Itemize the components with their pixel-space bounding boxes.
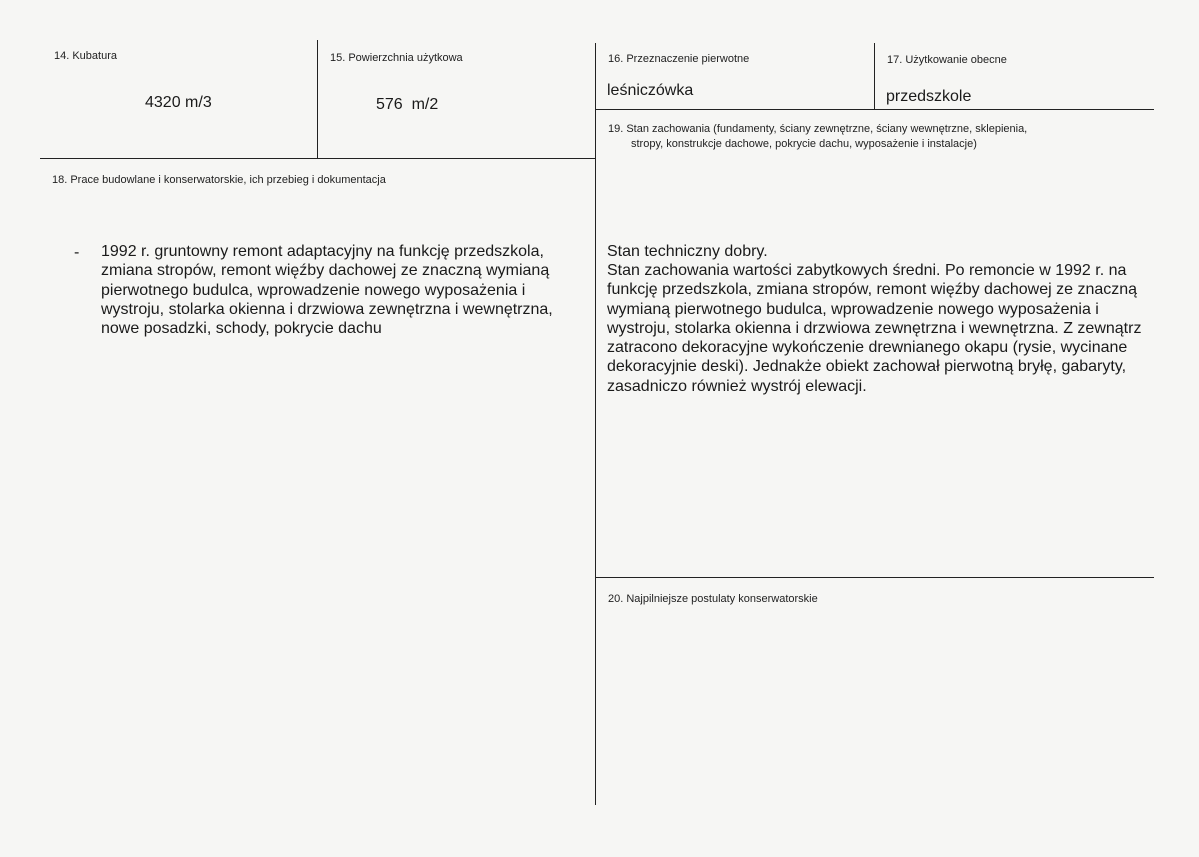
stan-zachowania-text-intro: Stan techniczny dobry.: [607, 243, 768, 260]
prace-budowlane-text: 1992 r. gruntowny remont adaptacyjny na funkcję przedszkola, zmiana stropów, remont więźby dachowej ze znaczną wymianą pierwotnego budulca, wprowadzenie nowego wyposażenia i wystroju, stolarka okienna i drzwiowa zewnętrzna i wewnętrzna, nowe posadzki, schody, pokrycie dachu: [101, 243, 553, 338]
uzytkowanie-obecne-value: przedszkole: [886, 88, 972, 105]
prace-budowlane-label: 18. Prace budowlane i konserwatorskie, ich przebieg i dokumentacja: [52, 174, 386, 186]
przeznaczenie-pierwotne-value: leśniczówka: [607, 82, 694, 99]
stan-zachowania-text: Stan zachowania wartości zabytkowych średni. Po remoncie w 1992 r. na funkcję przedszkola, zmiana stropów, remont więźby dachowej ze znaczną wymianą pierwotnego budulca, wprowadzenie nowego wyposażenia i wystroju, stolarka okienna i drzwiowa zewnętrzna i wewnętrzna. Z zewnątrz zatracono dekoracyjne wykończenie drewnianego okapu (rysie, wycinane dekoracyjnie deski). Jednakże obiekt zachował pierwotną bryłę, gabaryty, zasadniczo również wystrój elewacji.: [607, 262, 1142, 395]
uzytkowanie-obecne-label: 17. Użytkowanie obecne: [887, 54, 1007, 66]
stan-zachowania-label-line1: 19. Stan zachowania (fundamenty, ściany zewnętrzne, ściany wewnętrzne, sklepienia,: [608, 123, 1028, 135]
divider-f19-f20: [595, 577, 1154, 578]
powierzchnia-value: 576 m/2: [376, 96, 439, 113]
stan-zachowania-label-line2: stropy, konstrukcje dachowe, pokrycie dachu, wyposażenie i instalacje): [631, 138, 977, 150]
przeznaczenie-pierwotne-label: 16. Przeznaczenie pierwotne: [608, 53, 750, 65]
divider-top-left: [40, 158, 596, 159]
divider-f14-f15: [317, 40, 318, 159]
powierzchnia-label: 15. Powierzchnia użytkowa: [330, 52, 463, 64]
divider-top-right: [595, 109, 1154, 110]
postulaty-label: 20. Najpilniejsze postulaty konserwatorskie: [608, 593, 818, 605]
prace-budowlane-bullet: -: [74, 244, 80, 261]
kubatura-label: 14. Kubatura: [54, 50, 117, 62]
divider-center: [595, 43, 596, 805]
kubatura-value: 4320 m/3: [145, 94, 212, 111]
divider-f16-f17: [874, 43, 875, 110]
